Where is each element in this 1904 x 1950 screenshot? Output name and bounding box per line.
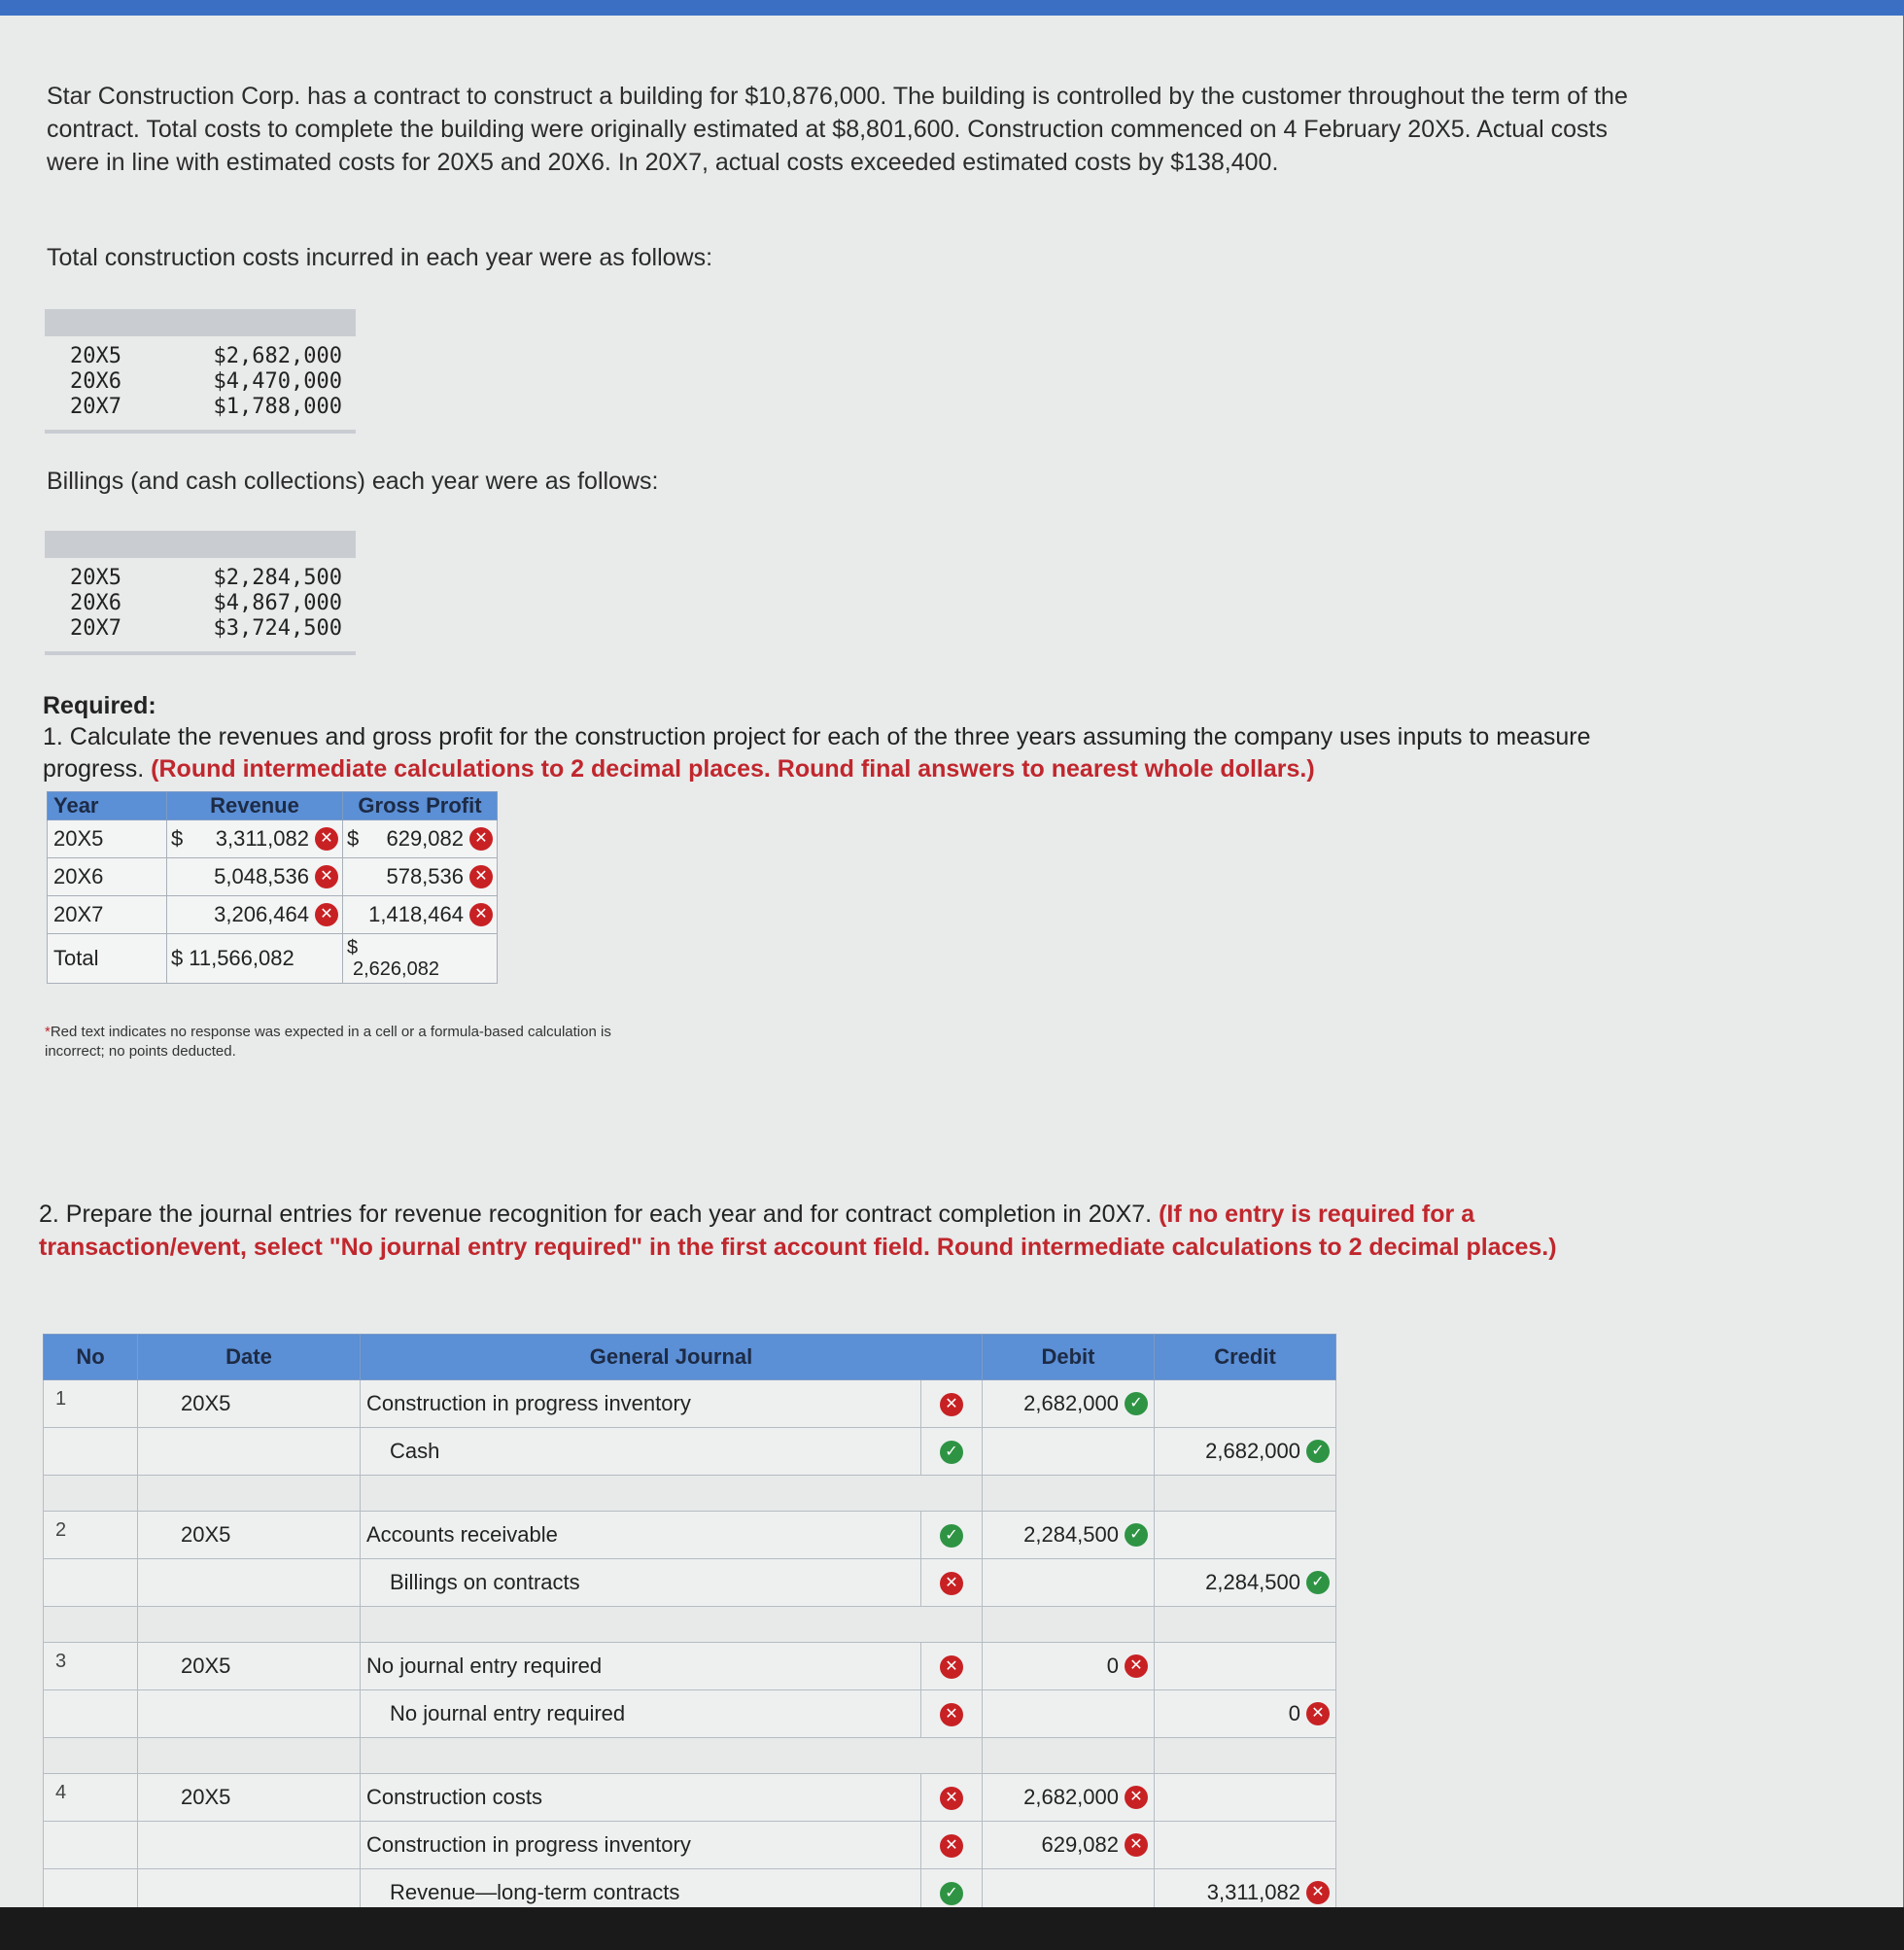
account-name: No journal entry required	[390, 1701, 626, 1725]
check-circle-icon: ✓	[940, 1882, 963, 1905]
journal-spacer-row	[44, 1738, 1336, 1774]
check-circle-icon: ✓	[940, 1524, 963, 1548]
account-select[interactable]	[361, 1690, 921, 1738]
account-name: Cash	[390, 1439, 440, 1463]
revenue-input[interactable]	[167, 820, 343, 858]
asterisk: *	[45, 1024, 51, 1040]
total-revenue-value: 11,566,082	[189, 946, 294, 970]
credit-input[interactable]	[1155, 1512, 1336, 1559]
spacer-cell	[44, 1476, 138, 1512]
spacer-cell	[983, 1738, 1155, 1774]
credit-input[interactable]	[1155, 1559, 1336, 1607]
currency-symbol: $	[171, 946, 184, 970]
gross-profit-input[interactable]	[343, 896, 498, 934]
credit-header: Credit	[1155, 1335, 1336, 1380]
entry-number: 2	[44, 1512, 138, 1559]
revenue-value: 5,048,536	[214, 864, 309, 888]
general-journal-table	[43, 1334, 1336, 1917]
spacer-cell	[1155, 1607, 1336, 1643]
date-cell	[138, 1822, 361, 1869]
spacer-cell	[361, 1738, 983, 1774]
account-status	[921, 1774, 983, 1822]
total-revenue	[167, 934, 343, 984]
date-cell	[138, 1428, 361, 1476]
journal-body	[44, 1380, 1336, 1917]
x-circle-icon: ✕	[940, 1703, 963, 1726]
revenue-input[interactable]	[167, 896, 343, 934]
credit-input[interactable]	[1155, 1822, 1336, 1869]
spacer-cell	[1155, 1738, 1336, 1774]
x-circle-icon: ✕	[1125, 1654, 1148, 1678]
debit-value: 629,082	[1041, 1832, 1119, 1857]
spacer-cell	[983, 1607, 1155, 1643]
check-circle-icon: ✓	[1125, 1523, 1148, 1547]
check-circle-icon: ✓	[940, 1441, 963, 1464]
credit-value: 3,311,082	[1206, 1880, 1300, 1904]
total-gross-profit-value: 2,626,082	[353, 958, 439, 980]
account-select[interactable]	[361, 1380, 921, 1428]
year: 20X5	[70, 344, 121, 368]
total-gross-profit	[343, 934, 498, 984]
entry-number	[44, 1690, 138, 1738]
account-select[interactable]	[361, 1512, 921, 1559]
credit-value: 2,284,500	[1205, 1570, 1300, 1594]
billings-row	[70, 591, 356, 616]
journal-row	[44, 1428, 1336, 1476]
amount: $2,284,500	[213, 566, 342, 590]
account-name: Construction in progress inventory	[366, 1391, 691, 1415]
debit-input[interactable]	[983, 1690, 1155, 1738]
costs-heading: Total construction costs incurred in each year were as follows:	[47, 244, 713, 271]
journal-row	[44, 1643, 1336, 1690]
year: 20X5	[70, 566, 121, 590]
required-part-1	[43, 721, 1637, 785]
entry-number	[44, 1822, 138, 1869]
gross-profit-input[interactable]	[343, 820, 498, 858]
spacer-cell	[361, 1476, 983, 1512]
revenue-value: 3,206,464	[214, 902, 309, 926]
top-bar	[0, 0, 1904, 16]
account-name: Billings on contracts	[390, 1570, 580, 1594]
x-circle-icon: ✕	[940, 1572, 963, 1595]
entry-number: 4	[44, 1774, 138, 1822]
x-circle-icon: ✕	[469, 827, 493, 851]
account-name: No journal entry required	[366, 1654, 603, 1678]
spacer-cell	[361, 1607, 983, 1643]
check-circle-icon: ✓	[1306, 1440, 1330, 1463]
account-status	[921, 1428, 983, 1476]
debit-input[interactable]	[983, 1380, 1155, 1428]
x-circle-icon: ✕	[1306, 1702, 1330, 1725]
billings-table	[45, 531, 356, 655]
entry-number	[44, 1428, 138, 1476]
debit-input[interactable]	[983, 1774, 1155, 1822]
revenue-header: Revenue	[167, 792, 343, 820]
debit-input[interactable]	[983, 1428, 1155, 1476]
required-title: Required:	[43, 692, 156, 719]
debit-input[interactable]	[983, 1512, 1155, 1559]
journal-row	[44, 1380, 1336, 1428]
x-circle-icon: ✕	[315, 865, 338, 888]
currency-symbol: $	[171, 826, 184, 851]
year-cell: 20X7	[48, 896, 167, 934]
spacer-cell	[138, 1476, 361, 1512]
credit-value: 0	[1288, 1701, 1300, 1725]
part-1-text: 1. Calculate the revenues and gross profit for the construction project for each of the three years assuming the company uses inputs to measure progress.	[43, 723, 1591, 783]
account-select[interactable]	[361, 1643, 921, 1690]
debit-value: 2,682,000	[1023, 1785, 1119, 1809]
table-row	[48, 896, 498, 934]
part-1-instruction: (Round intermediate calculations to 2 decimal places. Round final answers to nearest whole dollars.)	[151, 755, 1315, 783]
debit-value: 2,284,500	[1023, 1522, 1119, 1547]
amount: $4,470,000	[213, 369, 342, 394]
bottom-bar	[0, 1907, 1904, 1950]
year-cell: 20X6	[48, 858, 167, 896]
credit-input[interactable]	[1155, 1774, 1336, 1822]
debit-value: 0	[1106, 1654, 1119, 1678]
table-row	[48, 820, 498, 858]
debit-input[interactable]	[983, 1822, 1155, 1869]
debit-value: 2,682,000	[1023, 1391, 1119, 1415]
no-header: No	[44, 1335, 138, 1380]
costs-rows	[45, 336, 356, 430]
entry-number: 1	[44, 1380, 138, 1428]
account-status	[921, 1690, 983, 1738]
currency-symbol: $	[347, 826, 360, 851]
year: 20X7	[70, 616, 121, 641]
date-header: Date	[138, 1335, 361, 1380]
billings-heading: Billings (and cash collections) each year were as follows:	[47, 468, 659, 495]
account-select[interactable]	[361, 1559, 921, 1607]
part-2-instruction: (If no entry is required for a transaction/event, select "No journal entry required" in the first account field. Round intermediate calculations to 2 decimal places.)	[39, 1201, 1557, 1261]
x-circle-icon: ✕	[940, 1787, 963, 1810]
costs-table	[45, 309, 356, 434]
journal-row	[44, 1822, 1336, 1869]
year-header: Year	[48, 792, 167, 820]
x-circle-icon: ✕	[940, 1655, 963, 1679]
journal-spacer-row	[44, 1607, 1336, 1643]
entry-number: 3	[44, 1643, 138, 1690]
spacer-cell	[44, 1738, 138, 1774]
account-status	[921, 1512, 983, 1559]
costs-row	[70, 395, 356, 420]
account-name: Revenue—long-term contracts	[390, 1880, 680, 1904]
costs-row	[70, 344, 356, 369]
credit-input[interactable]	[1155, 1643, 1336, 1690]
gross-profit-value: 578,536	[386, 864, 464, 888]
x-circle-icon: ✕	[1306, 1881, 1330, 1904]
date-cell: 20X5	[138, 1643, 361, 1690]
account-status	[921, 1380, 983, 1428]
spacer-cell	[1155, 1476, 1336, 1512]
gross-profit-value: 629,082	[386, 826, 464, 851]
account-name: Accounts receivable	[366, 1522, 558, 1547]
revenue-input[interactable]	[167, 858, 343, 896]
amount: $3,724,500	[213, 616, 342, 641]
journal-row	[44, 1512, 1336, 1559]
credit-value: 2,682,000	[1205, 1439, 1300, 1463]
x-circle-icon: ✕	[1125, 1833, 1148, 1857]
billings-rows	[45, 558, 356, 651]
debit-header: Debit	[983, 1335, 1155, 1380]
general-journal-header: General Journal	[361, 1335, 983, 1380]
amount: $4,867,000	[213, 591, 342, 615]
year-cell: 20X5	[48, 820, 167, 858]
account-select[interactable]	[361, 1774, 921, 1822]
account-name: Construction in progress inventory	[366, 1832, 691, 1857]
account-name: Construction costs	[366, 1785, 542, 1809]
table-bottom-rule	[45, 430, 356, 434]
table-header-band	[45, 309, 356, 336]
gross-profit-value: 1,418,464	[368, 902, 464, 926]
spacer-cell	[44, 1607, 138, 1643]
gross-profit-input[interactable]	[343, 858, 498, 896]
required-part-2	[39, 1198, 1633, 1264]
table-bottom-rule	[45, 651, 356, 655]
year: 20X7	[70, 395, 121, 419]
account-select[interactable]	[361, 1822, 921, 1869]
total-label: Total	[48, 934, 167, 984]
date-cell	[138, 1559, 361, 1607]
check-circle-icon: ✓	[1306, 1571, 1330, 1594]
billings-row	[70, 616, 356, 642]
credit-input[interactable]	[1155, 1690, 1336, 1738]
date-cell: 20X5	[138, 1774, 361, 1822]
journal-row	[44, 1559, 1336, 1607]
table-header-row	[48, 792, 498, 820]
table-row	[48, 858, 498, 896]
costs-row	[70, 369, 356, 395]
amount: $1,788,000	[213, 395, 342, 419]
spacer-cell	[138, 1738, 361, 1774]
x-circle-icon: ✕	[469, 865, 493, 888]
account-status	[921, 1559, 983, 1607]
debit-input[interactable]	[983, 1559, 1155, 1607]
currency-symbol: $	[347, 937, 359, 958]
spacer-cell	[983, 1476, 1155, 1512]
x-circle-icon: ✕	[1125, 1786, 1148, 1809]
problem-description: Star Construction Corp. has a contract to construct a building for $10,876,000. The building is controlled by the customer throughout the term of the contract. Total costs to complete the building were originally estimated at $8,801,600. Construction commenced on 4 February 20X5. Actual costs were in line with estimated costs for 20X5 and 20X6. In 20X7, actual costs exceeded estimated costs by $138,400.	[47, 83, 1628, 176]
credit-input[interactable]	[1155, 1380, 1336, 1428]
account-status	[921, 1643, 983, 1690]
year: 20X6	[70, 369, 121, 394]
part-2-text: 2. Prepare the journal entries for revenue recognition for each year and for contract completion in 20X7.	[39, 1201, 1153, 1228]
entry-number	[44, 1559, 138, 1607]
grading-note	[45, 1023, 628, 1062]
revenue-gross-profit-table	[47, 791, 498, 984]
account-status	[921, 1822, 983, 1869]
x-circle-icon: ✕	[940, 1834, 963, 1858]
note-text: Red text indicates no response was expected in a cell or a formula-based calculation is incorrect; no points deducted.	[45, 1024, 611, 1060]
date-cell: 20X5	[138, 1380, 361, 1428]
spacer-cell	[138, 1607, 361, 1643]
billings-row	[70, 566, 356, 591]
date-cell: 20X5	[138, 1512, 361, 1559]
amount: $2,682,000	[213, 344, 342, 368]
revenue-value: 3,311,082	[215, 826, 309, 851]
gross-profit-header: Gross Profit	[343, 792, 498, 820]
journal-row	[44, 1774, 1336, 1822]
x-circle-icon: ✕	[940, 1393, 963, 1416]
table-header-band	[45, 531, 356, 558]
debit-input[interactable]	[983, 1643, 1155, 1690]
x-circle-icon: ✕	[315, 903, 338, 926]
journal-spacer-row	[44, 1476, 1336, 1512]
total-row	[48, 934, 498, 984]
journal-row	[44, 1690, 1336, 1738]
credit-input[interactable]	[1155, 1428, 1336, 1476]
date-cell	[138, 1690, 361, 1738]
x-circle-icon: ✕	[469, 903, 493, 926]
x-circle-icon: ✕	[315, 827, 338, 851]
check-circle-icon: ✓	[1125, 1392, 1148, 1415]
year: 20X6	[70, 591, 121, 615]
journal-header-row	[44, 1335, 1336, 1380]
account-select[interactable]	[361, 1428, 921, 1476]
